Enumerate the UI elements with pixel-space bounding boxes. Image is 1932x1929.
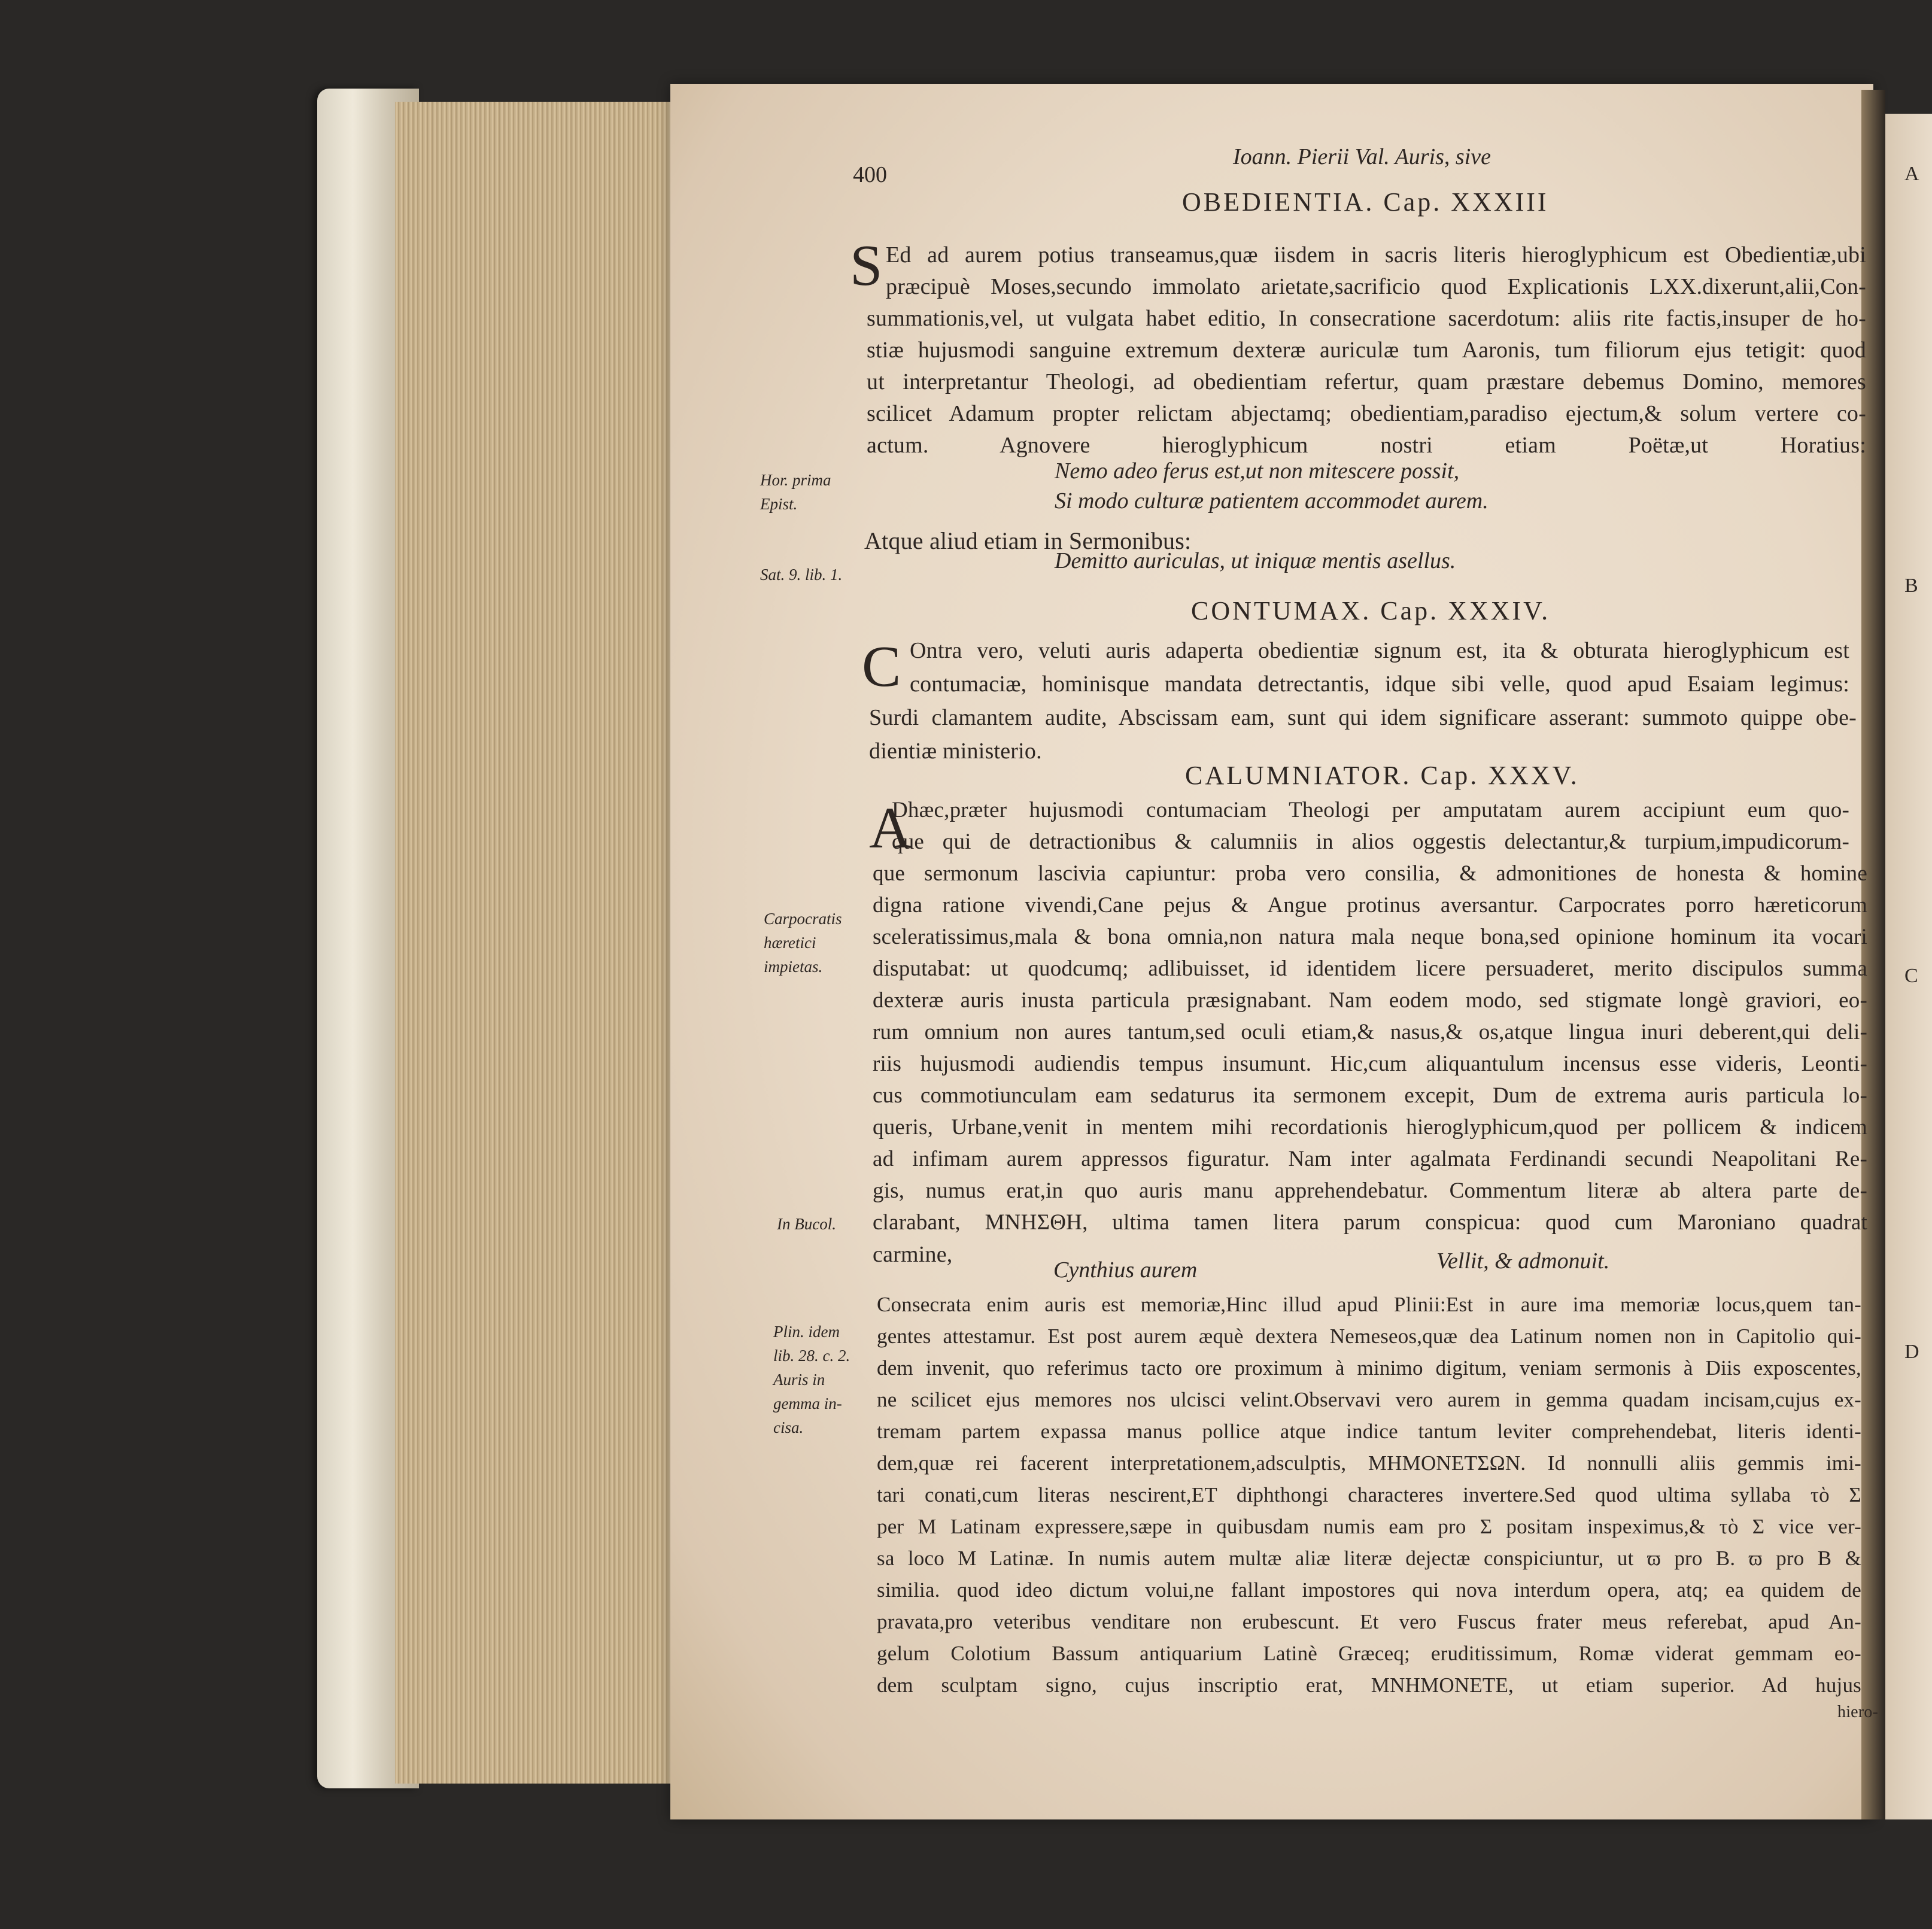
margin-note: impietas. (764, 958, 823, 976)
text-line: stiæ hujusmodi sanguine extremum dexteræ auriculæ tum Aaronis, tum filiorum ejus tetigit: quod (867, 338, 1866, 363)
margin-note: gemma in- (773, 1395, 842, 1412)
margin-note: Epist. (760, 495, 798, 513)
drop-cap: A (869, 796, 912, 861)
text-line: similia. quod ideo dictum volui,ne fallant impostores qui nova interdum opera, atq; ea quidem de (877, 1578, 1861, 1602)
text-line: scilicet Adamum propter relictam abjectamq; obedientiam,paradiso ejectum,& solum vertere co- (867, 401, 1866, 426)
chapter-title: OBEDIENTIA. Cap. XXXIII (1182, 187, 1549, 217)
text-line: dientiæ ministerio. (869, 739, 1042, 764)
text-line: dexteræ auris inusta particula præsignabant. Nam eodem modo, sed stigmate longè graviori, eo- (873, 988, 1867, 1013)
text-line: disputabat: ut quodcumq; adlibuisset, id identidem licere persuaderet, merito discipulos summa (873, 956, 1867, 981)
margin-note: Auris in (773, 1371, 825, 1389)
text-line: Surdi clamantem audite, Abscissam eam, sunt qui idem significare asserant: summoto quippe obe- (869, 705, 1857, 730)
verse-line: Demitto auriculas, ut iniquæ mentis asellus. (1055, 548, 1456, 573)
chapter-title: CALUMNIATOR. Cap. XXXV. (1185, 761, 1579, 790)
text-line: actum. Agnovere hieroglyphicum nostri etiam Poëtæ,ut Horatius: (867, 433, 1866, 458)
verse-line: Cynthius aurem (1053, 1257, 1198, 1283)
catchword: hiero- (1837, 1703, 1879, 1721)
verse-line: Vellit, & admonuit. (1436, 1248, 1610, 1274)
text-line: ne scilicet ejus memores nos ulcisci velint.Observavi vero aurem in gemma quadam incisam,cujus ex- (877, 1388, 1861, 1411)
verse-line: Si modo culturæ patientem accommodet aurem. (1055, 488, 1489, 514)
text-line: sceleratissimus,mala & bona omnia,non natura mala neque bona,sed opinione hominum ita vocari (873, 925, 1867, 949)
margin-note: Sat. 9. lib. 1. (760, 566, 843, 584)
text-line: ut interpretantur Theologi, ad obedientiam refertur, quam præstare debemus Domino, memores (867, 369, 1866, 394)
text-line: carmine, (873, 1242, 953, 1267)
text-line: gelum Colotium Bassum antiquarium Latinè Græceq; eruditissimum, Romæ viderat gemmam eo- (877, 1642, 1861, 1665)
text-line: ad infimam aurem appressos figuratur. Nam inter agalmata Ferdinandi secundi Neapolitani Re- (873, 1147, 1867, 1171)
text-line: que sermonum lascivia capiuntur: proba vero consilia, & admonitiones de honesta & homine (873, 861, 1867, 886)
right-page-letter: C (1904, 965, 1918, 987)
right-page-letter: A (1904, 163, 1919, 185)
text-line: rum omnium non aures tantum,sed oculi etiam,& nasus,& os,atque lingua inuri deberent,qui deli- (873, 1020, 1867, 1044)
margin-note: Hor. prima (760, 471, 831, 489)
text-line: Ed ad aurem potius transeamus,quæ iisdem in sacris literis hieroglyphicum est Obedientiæ,ubi (886, 242, 1866, 268)
text-line: summationis,vel, ut vulgata habet editio, In consecratione sacerdotum: aliis rite factis,insuper de ho- (867, 306, 1866, 331)
text-line: per M Latinam expressere,sæpe in quibusdam numis eam pro Σ positam inspeximus,& τὸ Σ vice ver- (877, 1515, 1861, 1538)
running-head: Ioann. Pierii Val. Auris, sive (1233, 144, 1491, 169)
text-line: contumaciæ, hominisque mandata detrectantis, idque sibi velle, quod apud Esaiam legimus: (910, 672, 1849, 697)
text-line: gentes attestamur. Est post aurem æquè dextera Nemeseos,quæ dea Latinum nomen non in Capitolio qui- (877, 1325, 1861, 1348)
text-line: dem,quæ rei facerent interpretationem,adsculptis, ΜΗΜΟΝΕΤΣΩΝ. Id nonnulli aliis gemmis imi- (877, 1451, 1861, 1475)
text-line: clarabant, ΜΝΗΣΘΗ, ultima tamen litera parum conspicua: quod cum Maroniano quadrat (873, 1210, 1867, 1235)
text-line: Dhæc,præter hujusmodi contumaciam Theologi per amputatam aurem accipiunt eum quo- (892, 798, 1849, 822)
text-line: riis hujusmodi audiendis tempus insumunt. Hic,cum aliquantulum incensus esse videris, Leonti- (873, 1052, 1867, 1076)
text-line: gis, numus erat,in quo auris manu apprehendebatur. Commentum literæ ab altera parte de- (873, 1178, 1867, 1203)
text-line: præcipuè Moses,secundo immolato arietate,sacrificio quod Explicationis LXX.dixerunt,alii,Con- (886, 274, 1866, 299)
text-line: cus commotiunculam eam sedaturus ita sermonem excepit, Dum de extrema auris particula lo- (873, 1083, 1867, 1108)
chapter-title: CONTUMAX. Cap. XXXIV. (1191, 596, 1551, 625)
text-line: Atque aliud etiam in Sermonibus: (864, 527, 1192, 554)
text-line: Ontra vero, veluti auris adaperta obedientiæ signum est, ita & obturata hieroglyphicum est (910, 638, 1849, 663)
right-page-letter: B (1904, 575, 1918, 597)
text-line: tari conati,cum literas nescirent,ET diphthongi characteres invertere.Sed quod ultima syllaba τὸ Σ (877, 1483, 1861, 1506)
margin-note: Carpocratis (764, 910, 842, 928)
drop-cap: S (850, 233, 883, 298)
right-page-letter: D (1904, 1341, 1919, 1363)
margin-note: In Bucol. (777, 1215, 836, 1233)
text-line: queris, Urbane,venit in mentem mihi recordationis hieroglyphicum,quod per pollicem & indicem (873, 1115, 1867, 1140)
margin-note: Plin. idem (773, 1323, 840, 1341)
text-line: digna ratione vivendi,Cane pejus & Angue protinus aversantur. Carpocrates porro hæreticorum (873, 893, 1867, 918)
text-line: dem sculptam signo, cujus inscriptio erat, ΜΝΗΜΟΝΕΤΕ, ut etiam superior. Ad hujus (877, 1673, 1861, 1697)
text-line: tremam partem expassa manus pollice atque indice tantum leviter comprehendebat, literis identi- (877, 1420, 1861, 1443)
verse-line: Nemo adeo ferus est,ut non mitescere possit, (1055, 458, 1460, 484)
text-line: dem invenit, quo referimus tacto ore proximum à minimo digitum, veniam sermonis à Diis exposcentes, (877, 1356, 1861, 1380)
text-line: pravata,pro veteribus venditare non erubescunt. Et vero Fuscus frater meus referebat, apud An- (877, 1610, 1861, 1633)
text-line: Consecrata enim auris est memoriæ,Hinc illud apud Plinii:Est in aure ima memoriæ locus,quem tan- (877, 1293, 1861, 1316)
text-line: que qui de detractionibus & calumniis in alios oggestis delectantur,& turpium,impudicorum- (892, 830, 1849, 854)
drop-cap: C (862, 634, 901, 699)
page-number: 400 (853, 162, 887, 187)
margin-note: hæretici (764, 934, 816, 952)
margin-note: lib. 28. c. 2. (773, 1347, 850, 1365)
margin-note: cisa. (773, 1418, 804, 1436)
page-block-edge (395, 102, 679, 1784)
text-line: sa loco M Latinæ. In numis autem multæ aliæ literæ dejectæ conspiciuntur, ut ϖ pro B. ϖ pro B & (877, 1547, 1861, 1570)
